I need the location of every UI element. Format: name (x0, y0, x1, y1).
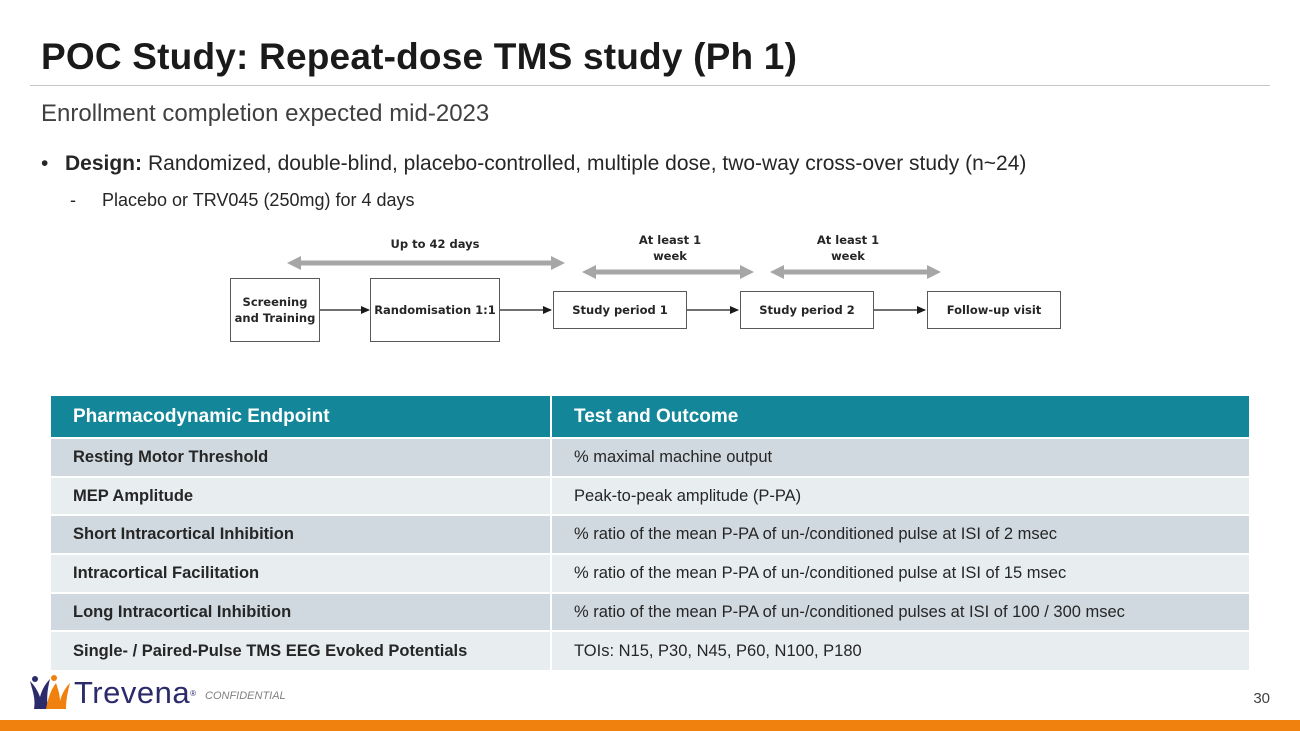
endpoint-cell: MEP Amplitude (51, 477, 551, 516)
endpoint-cell: Resting Motor Threshold (51, 438, 551, 477)
header-test-outcome: Test and Outcome (551, 396, 1249, 438)
endpoint-cell: Long Intracortical Inhibition (51, 593, 551, 632)
span-label-1: Up to 42 days (390, 237, 480, 251)
design-bullet (41, 152, 1026, 176)
flow-box-randomisation: Randomisation 1:1 (370, 278, 500, 342)
dose-text: Placebo or TRV045 (250mg) for 4 days (102, 190, 415, 210)
outcome-cell: % ratio of the mean P-PA of un-/conditioned pulse at ISI of 15 msec (551, 554, 1249, 593)
span-arrow-period-2 (770, 265, 941, 279)
span-arrow-period-1 (582, 265, 754, 279)
flow-box-follow-up: Follow-up visit (927, 291, 1061, 329)
outcome-cell: % maximal machine output (551, 438, 1249, 477)
header-endpoint: Pharmacodynamic Endpoint (51, 396, 551, 438)
table-row (51, 515, 1249, 554)
title-divider (30, 85, 1270, 86)
table-row (51, 438, 1249, 477)
endpoint-cell: Short Intracortical Inhibition (51, 515, 551, 554)
slide-subtitle: Enrollment completion expected mid-2023 (41, 100, 490, 127)
span-arrow-up-to-42-days (287, 256, 565, 270)
bottom-accent-bar (0, 720, 1300, 731)
subbullet-marker: - (70, 190, 76, 210)
logo-text: Trevena (74, 675, 191, 710)
dose-subbullet (70, 190, 415, 211)
flow-box-study-period-1: Study period 1 (553, 291, 687, 329)
table-row (51, 554, 1249, 593)
endpoint-table (51, 396, 1249, 670)
outcome-cell: % ratio of the mean P-PA of un-/conditioned pulse at ISI of 2 msec (551, 515, 1249, 554)
trevena-logo (28, 673, 196, 713)
endpoint-cell: Single- / Paired-Pulse TMS EEG Evoked Potentials (51, 631, 551, 670)
outcome-cell: % ratio of the mean P-PA of un-/conditioned pulses at ISI of 100 / 300 msec (551, 593, 1249, 632)
page-number: 30 (1253, 690, 1270, 707)
confidential-label: CONFIDENTIAL (205, 690, 286, 702)
endpoint-cell: Intracortical Facilitation (51, 554, 551, 593)
design-text: Randomized, double-blind, placebo-controlled, multiple dose, two-way cross-over study (n~24) (148, 152, 1027, 175)
span-label-2: At least 1 week (638, 233, 702, 263)
slide-title: POC Study: Repeat-dose TMS study (Ph 1) (41, 36, 798, 77)
table-row (51, 593, 1249, 632)
logo-registered-mark: ® (190, 688, 196, 698)
table-header-row (51, 396, 1249, 438)
outcome-cell: TOIs: N15, P30, N45, P60, N100, P180 (551, 631, 1249, 670)
span-label-3: At least 1 week (816, 233, 880, 263)
bullet-marker: • (41, 152, 49, 175)
table-row (51, 477, 1249, 516)
table-row (51, 631, 1249, 670)
flow-box-screening: Screening and Training (230, 278, 320, 342)
design-label: Design: (65, 152, 143, 175)
outcome-cell: Peak-to-peak amplitude (P-PA) (551, 477, 1249, 516)
trevena-figures-icon (28, 675, 72, 711)
flow-box-study-period-2: Study period 2 (740, 291, 874, 329)
